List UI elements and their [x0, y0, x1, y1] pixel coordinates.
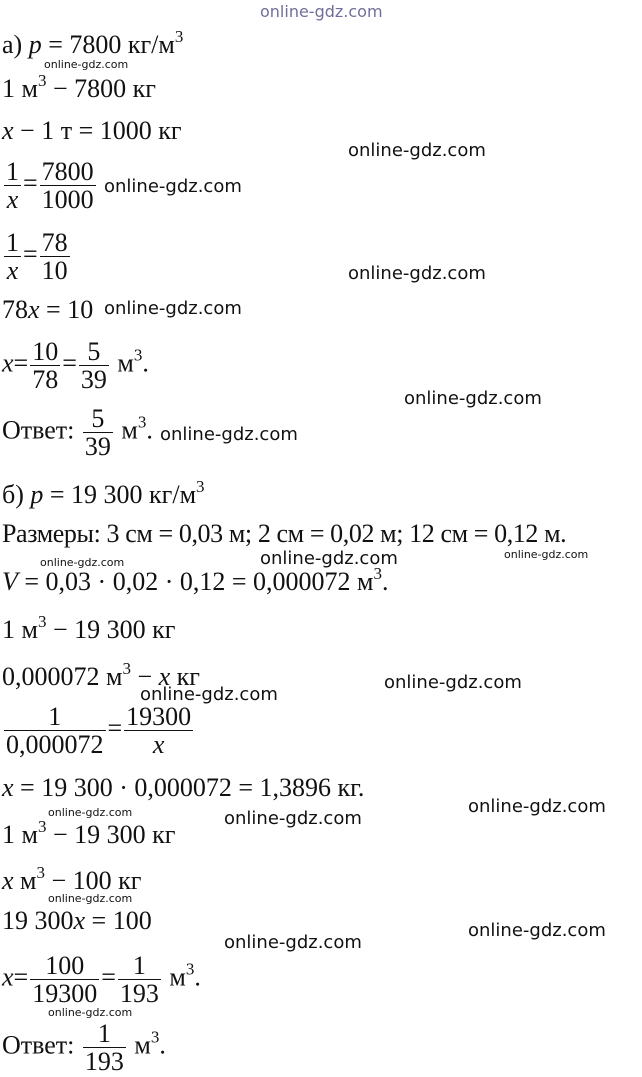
watermark: online-gdz.com: [48, 1006, 133, 1019]
watermark-top: online-gdz.com: [260, 2, 383, 21]
denominator: 1000: [41, 185, 94, 214]
text: 1 м: [2, 820, 38, 849]
watermark: online-gdz.com: [468, 796, 606, 817]
density-value: = 7800 кг/м: [41, 30, 175, 59]
exponent: 3: [185, 959, 195, 979]
numerator: 100: [30, 952, 99, 980]
equals: =: [23, 168, 38, 198]
denominator: x: [6, 185, 19, 214]
numerator: 19300: [126, 702, 192, 731]
text: − 1 т = 1000 кг: [13, 116, 182, 145]
numerator: 7800: [41, 157, 94, 186]
var-p: p: [28, 30, 42, 59]
line-a5-proportion: [2, 229, 72, 284]
fraction: [30, 952, 99, 1007]
watermark: online-gdz.com: [468, 920, 606, 941]
fraction: [30, 338, 60, 393]
line-a2: [2, 71, 156, 104]
fraction: [79, 338, 109, 393]
watermark: online-gdz.com: [224, 932, 362, 953]
var-x: x: [2, 773, 14, 802]
exponent: 3: [196, 477, 205, 496]
line-b10: [2, 906, 152, 936]
denominator: 19300: [32, 979, 98, 1008]
text: м: [13, 866, 37, 895]
exponent: 3: [37, 612, 47, 631]
denominator: 193: [84, 1047, 124, 1076]
period: .: [146, 415, 153, 445]
line-b7-mass: [2, 773, 364, 803]
var-x: x: [28, 295, 40, 324]
equals: =: [13, 962, 29, 992]
var-x: x: [2, 962, 14, 992]
text: = 10: [39, 295, 94, 324]
answer-a: [2, 405, 153, 460]
numerator: 1: [6, 157, 19, 186]
line-b4: [2, 612, 176, 645]
period: .: [382, 567, 389, 596]
text: кг: [170, 662, 200, 691]
equals: =: [62, 348, 77, 378]
numerator: 5: [79, 338, 109, 366]
exponent: 3: [122, 659, 131, 678]
watermark: online-gdz.com: [160, 424, 298, 445]
line-a7-result: [2, 338, 149, 393]
numerator: 1: [6, 228, 19, 257]
numerator: 78: [41, 228, 68, 257]
denominator: x: [6, 256, 19, 285]
line-b8: [2, 817, 176, 850]
line-a3: [2, 116, 182, 146]
watermark: online-gdz.com: [40, 556, 125, 569]
exponent: 3: [37, 71, 47, 90]
denominator: 0,000072: [6, 730, 104, 759]
fraction: [40, 158, 96, 213]
answer-label: Ответ:: [2, 415, 81, 445]
line-b1-density: [2, 477, 205, 510]
exponent: 3: [37, 817, 47, 836]
var-p: p: [30, 480, 44, 509]
fraction: [4, 158, 21, 213]
var-v: V: [2, 567, 18, 596]
equals: =: [107, 713, 123, 743]
density-value: = 19 300 кг/м: [43, 480, 197, 509]
watermark: online-gdz.com: [404, 388, 542, 409]
exponent: 3: [174, 27, 184, 46]
fraction: [83, 1020, 126, 1075]
numerator: 1: [4, 703, 106, 731]
exponent: 3: [133, 345, 143, 365]
var-x: x: [2, 866, 14, 895]
line-b2-dimensions: [2, 519, 566, 549]
line-b11-result: [2, 952, 201, 1007]
fraction: [40, 229, 70, 284]
numerator: 1: [83, 1020, 126, 1048]
period: .: [194, 962, 201, 992]
text: 1 м: [2, 74, 38, 103]
text: − 7800 кг: [46, 74, 156, 103]
watermark: online-gdz.com: [224, 808, 362, 829]
watermark: online-gdz.com: [140, 684, 278, 705]
watermark: online-gdz.com: [44, 58, 129, 71]
watermark: online-gdz.com: [504, 548, 589, 561]
line-a1-density: [2, 27, 184, 60]
unit: м: [110, 348, 134, 378]
unit: м: [114, 415, 138, 445]
text: −: [130, 662, 159, 691]
unit: м: [162, 962, 186, 992]
unit: м: [127, 1030, 151, 1060]
text: = 19 300 · 0,000072 = 1,3896 кг.: [13, 773, 365, 802]
text: = 0,03 · 0,02 · 0,12 = 0,000072 м: [17, 567, 374, 596]
exponent: 3: [150, 1027, 160, 1047]
var-x: x: [2, 348, 14, 378]
period: .: [142, 348, 149, 378]
fraction: [4, 703, 106, 758]
fraction: [118, 952, 161, 1007]
numerator: 5: [83, 405, 113, 433]
text: − 19 300 кг: [46, 820, 176, 849]
period: .: [159, 1030, 166, 1060]
line-a4-proportion: [2, 158, 98, 213]
text: 1 м: [2, 615, 38, 644]
denominator: 193: [119, 979, 159, 1008]
equals: =: [13, 348, 29, 378]
answer-b: [2, 1020, 166, 1075]
text: Размеры: 3 см = 0,03 м; 2 см = 0,02 м; 12 см = 0,12 м.: [2, 519, 567, 548]
watermark: online-gdz.com: [48, 892, 133, 905]
var-x: x: [2, 116, 14, 145]
line-b3-volume: [2, 564, 389, 597]
exponent: 3: [137, 412, 147, 432]
watermark: online-gdz.com: [348, 263, 486, 284]
watermark: online-gdz.com: [260, 548, 398, 569]
denominator: 10: [41, 256, 68, 285]
denominator: 78: [32, 365, 59, 394]
denominator: 39: [84, 432, 111, 461]
text: = 100: [85, 906, 152, 935]
var-x: x: [73, 906, 86, 935]
answer-label: Ответ:: [2, 1030, 81, 1060]
text: 19 300: [2, 906, 74, 935]
text: 0,000072 м: [2, 662, 123, 691]
var-x: x: [158, 662, 171, 691]
fraction: [83, 405, 113, 460]
label-a: а): [2, 30, 29, 59]
exponent: 3: [373, 564, 382, 583]
watermark: online-gdz.com: [104, 176, 242, 197]
line-a6: [2, 295, 93, 325]
watermark: online-gdz.com: [104, 298, 242, 319]
denominator: 39: [80, 365, 107, 394]
watermark: online-gdz.com: [384, 672, 522, 693]
watermark: online-gdz.com: [348, 140, 486, 161]
watermark: online-gdz.com: [48, 806, 133, 819]
fraction: [4, 229, 21, 284]
denominator: x: [152, 730, 165, 759]
text: − 19 300 кг: [46, 615, 176, 644]
numerator: 10: [32, 337, 59, 366]
label-b: б): [2, 480, 31, 509]
line-b6-proportion: [2, 703, 195, 758]
fraction: [124, 703, 193, 758]
exponent: 3: [36, 863, 45, 882]
text: − 100 кг: [45, 866, 142, 895]
equals: =: [101, 962, 116, 992]
equals: =: [23, 239, 38, 269]
numerator: 1: [118, 952, 161, 980]
text: 78: [2, 295, 28, 324]
